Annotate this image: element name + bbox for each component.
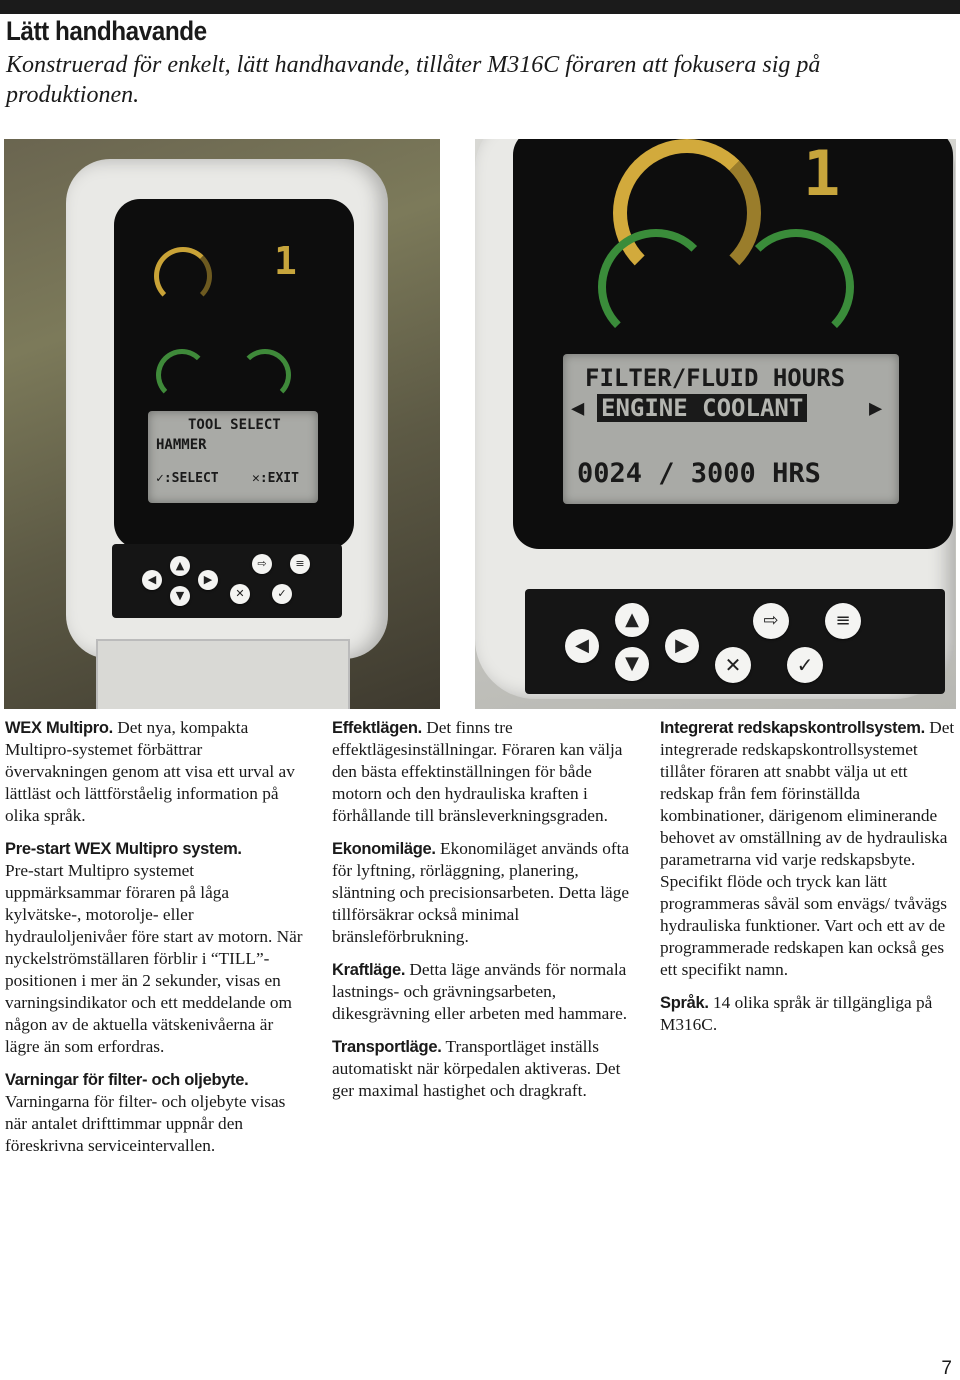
- lcd-line: HAMMER: [156, 437, 207, 453]
- lcd-screen-left: [148, 411, 318, 503]
- paragraph-text: Transportläget inställs automatiskt när körpedalen aktiveras. Det ger maximal hastighet och dragkraft.: [332, 1037, 621, 1100]
- open-lid: [96, 639, 350, 709]
- paragraph-text: Ekonomiläget används ofta för lyftning, rörläggning, planering, släntning och precisionsarbeten. Detta läge tillförsäkrar också minimal bränsleförbrukning.: [332, 839, 630, 946]
- paragraph-lead: Pre-start WEX Multipro system.: [5, 840, 242, 858]
- paragraph: [332, 838, 637, 948]
- oil-gauge-icon: [156, 349, 208, 401]
- gear-digit: 1: [274, 239, 297, 283]
- text-column-2: [332, 717, 637, 1113]
- lcd-screen-right: [563, 354, 899, 504]
- paragraph-lead: Kraftläge.: [332, 961, 406, 979]
- paragraph: [660, 992, 960, 1036]
- paragraph: [332, 1036, 637, 1102]
- down-arrow-key[interactable]: ▼: [615, 647, 649, 681]
- left-arrow-key[interactable]: ◀: [565, 629, 599, 663]
- select-key-icon[interactable]: ✓: [272, 584, 292, 604]
- monitor-bezel: [513, 139, 953, 549]
- top-rule: [0, 0, 960, 14]
- text-column-1: [5, 717, 305, 1168]
- up-arrow-key[interactable]: ▲: [170, 556, 190, 576]
- keypad-right: [525, 589, 945, 694]
- keypad-left: [112, 544, 342, 618]
- monitor-bezel: [114, 199, 354, 549]
- paragraph: [5, 838, 305, 1058]
- paragraph-lead: Integrerat redskapskontrollsystem.: [660, 719, 925, 737]
- paragraph-lead: WEX Multipro.: [5, 719, 113, 737]
- lcd-arrow-right-icon: ▶: [869, 396, 883, 421]
- right-arrow-key[interactable]: ▶: [198, 570, 218, 590]
- page-subtitle: Konstruerad för enkelt, lätt handhavande, tillåter M316C föraren att fokusera sig på produktionen.: [6, 52, 821, 108]
- paragraph-lead: Språk.: [660, 994, 709, 1012]
- paragraph: [5, 717, 305, 827]
- lcd-line: ✓:SELECT: [156, 471, 219, 486]
- up-arrow-key[interactable]: ▲: [615, 603, 649, 637]
- lcd-line: 0024 / 3000 HRS: [577, 458, 821, 489]
- coolant-gauge-icon: [738, 229, 854, 345]
- paragraph: [332, 717, 637, 827]
- lcd-line: ENGINE COOLANT: [597, 394, 807, 422]
- paragraph-text: Det finns tre effektlägesinställningar. Föraren kan välja den bästa effektinställningen för både motorn och den hydrauliska kraften i förhållande till bränsleverkningsgraden.: [332, 718, 623, 825]
- photo-multipro-filter-hours: [475, 139, 956, 709]
- lcd-arrow-left-icon: ◀: [571, 396, 585, 421]
- exit-key-icon[interactable]: ✕: [715, 647, 751, 683]
- down-arrow-key[interactable]: ▼: [170, 586, 190, 606]
- paragraph-text: Varningarna för filter- och oljebyte visas när antalet drifttimmar uppnår den föreskrivna serviceintervallen.: [5, 1092, 286, 1155]
- oil-gauge-icon: [598, 229, 714, 345]
- gear-digit: 1: [803, 139, 841, 210]
- coolant-gauge-icon: [239, 349, 291, 401]
- paragraph-text: Pre-start Multipro systemet uppmärksammar föraren på låga kylvätske-, motorolje- eller hydrauloljenivåer före start av motorn. När nyckelströmställaren förblir i “TILL”-positionen i mer än 2 sekunder, visas en varningsindikator och ett meddelande om någon av de aktuella vätskenivåerna är lägre än som erfordras.: [5, 861, 303, 1056]
- select-key-icon[interactable]: ✓: [787, 647, 823, 683]
- paragraph: [660, 717, 960, 981]
- paragraph-text: Det nya, kompakta Multipro-systemet förbättrar övervakningen genom att visa ett urval av lättläst och lättförståelig information på olika språk.: [5, 718, 295, 825]
- menu-key-icon[interactable]: ≡: [290, 554, 310, 574]
- paragraph: [332, 959, 637, 1025]
- text-column-3: [660, 717, 960, 1047]
- left-arrow-key[interactable]: ◀: [142, 570, 162, 590]
- paragraph-text: 14 olika språk är tillgängliga på M316C.: [660, 993, 933, 1034]
- tool-key-icon[interactable]: ⇨: [252, 554, 272, 574]
- right-arrow-key[interactable]: ▶: [665, 629, 699, 663]
- paragraph-lead: Transportläge.: [332, 1038, 442, 1056]
- photo-multipro-tool-select: [4, 139, 440, 709]
- paragraph-lead: Effektlägen.: [332, 719, 422, 737]
- menu-key-icon[interactable]: ≡: [825, 603, 861, 639]
- lcd-line: ✕:EXIT: [252, 471, 299, 486]
- lcd-line: TOOL SELECT: [188, 417, 281, 433]
- page-number: 7: [941, 1358, 952, 1379]
- page-title: Lätt handhavande: [6, 16, 207, 46]
- lcd-line: FILTER/FLUID HOURS: [585, 364, 846, 392]
- paragraph: [5, 1069, 305, 1157]
- paragraph-lead: Ekonomiläge.: [332, 840, 436, 858]
- fuel-gauge-icon: [154, 247, 212, 305]
- paragraph-lead: Varningar för filter- och oljebyte.: [5, 1071, 249, 1089]
- paragraph-text: Det integrerade redskapskontrollsystemet tillåter föraren att snabbt välja ut ett redskap från fem förinställda kombinationer, därigenom eliminerande behovet av omställning av de hydrauliska parametrarna vid varje redskapsbyte. Specifikt flöde och tryck kan lätt programmeras såväl som envägs/ tvåvägs hydrauliska funktioner. Vart och ett av de programmerade redskapen kan också ges ett specifikt namn.: [660, 718, 955, 979]
- paragraph-text: Detta läge används för normala lastnings- och grävningsarbeten, dikesgrävning eller arbeten med hammare.: [332, 960, 628, 1023]
- exit-key-icon[interactable]: ✕: [230, 584, 250, 604]
- tool-key-icon[interactable]: ⇨: [753, 603, 789, 639]
